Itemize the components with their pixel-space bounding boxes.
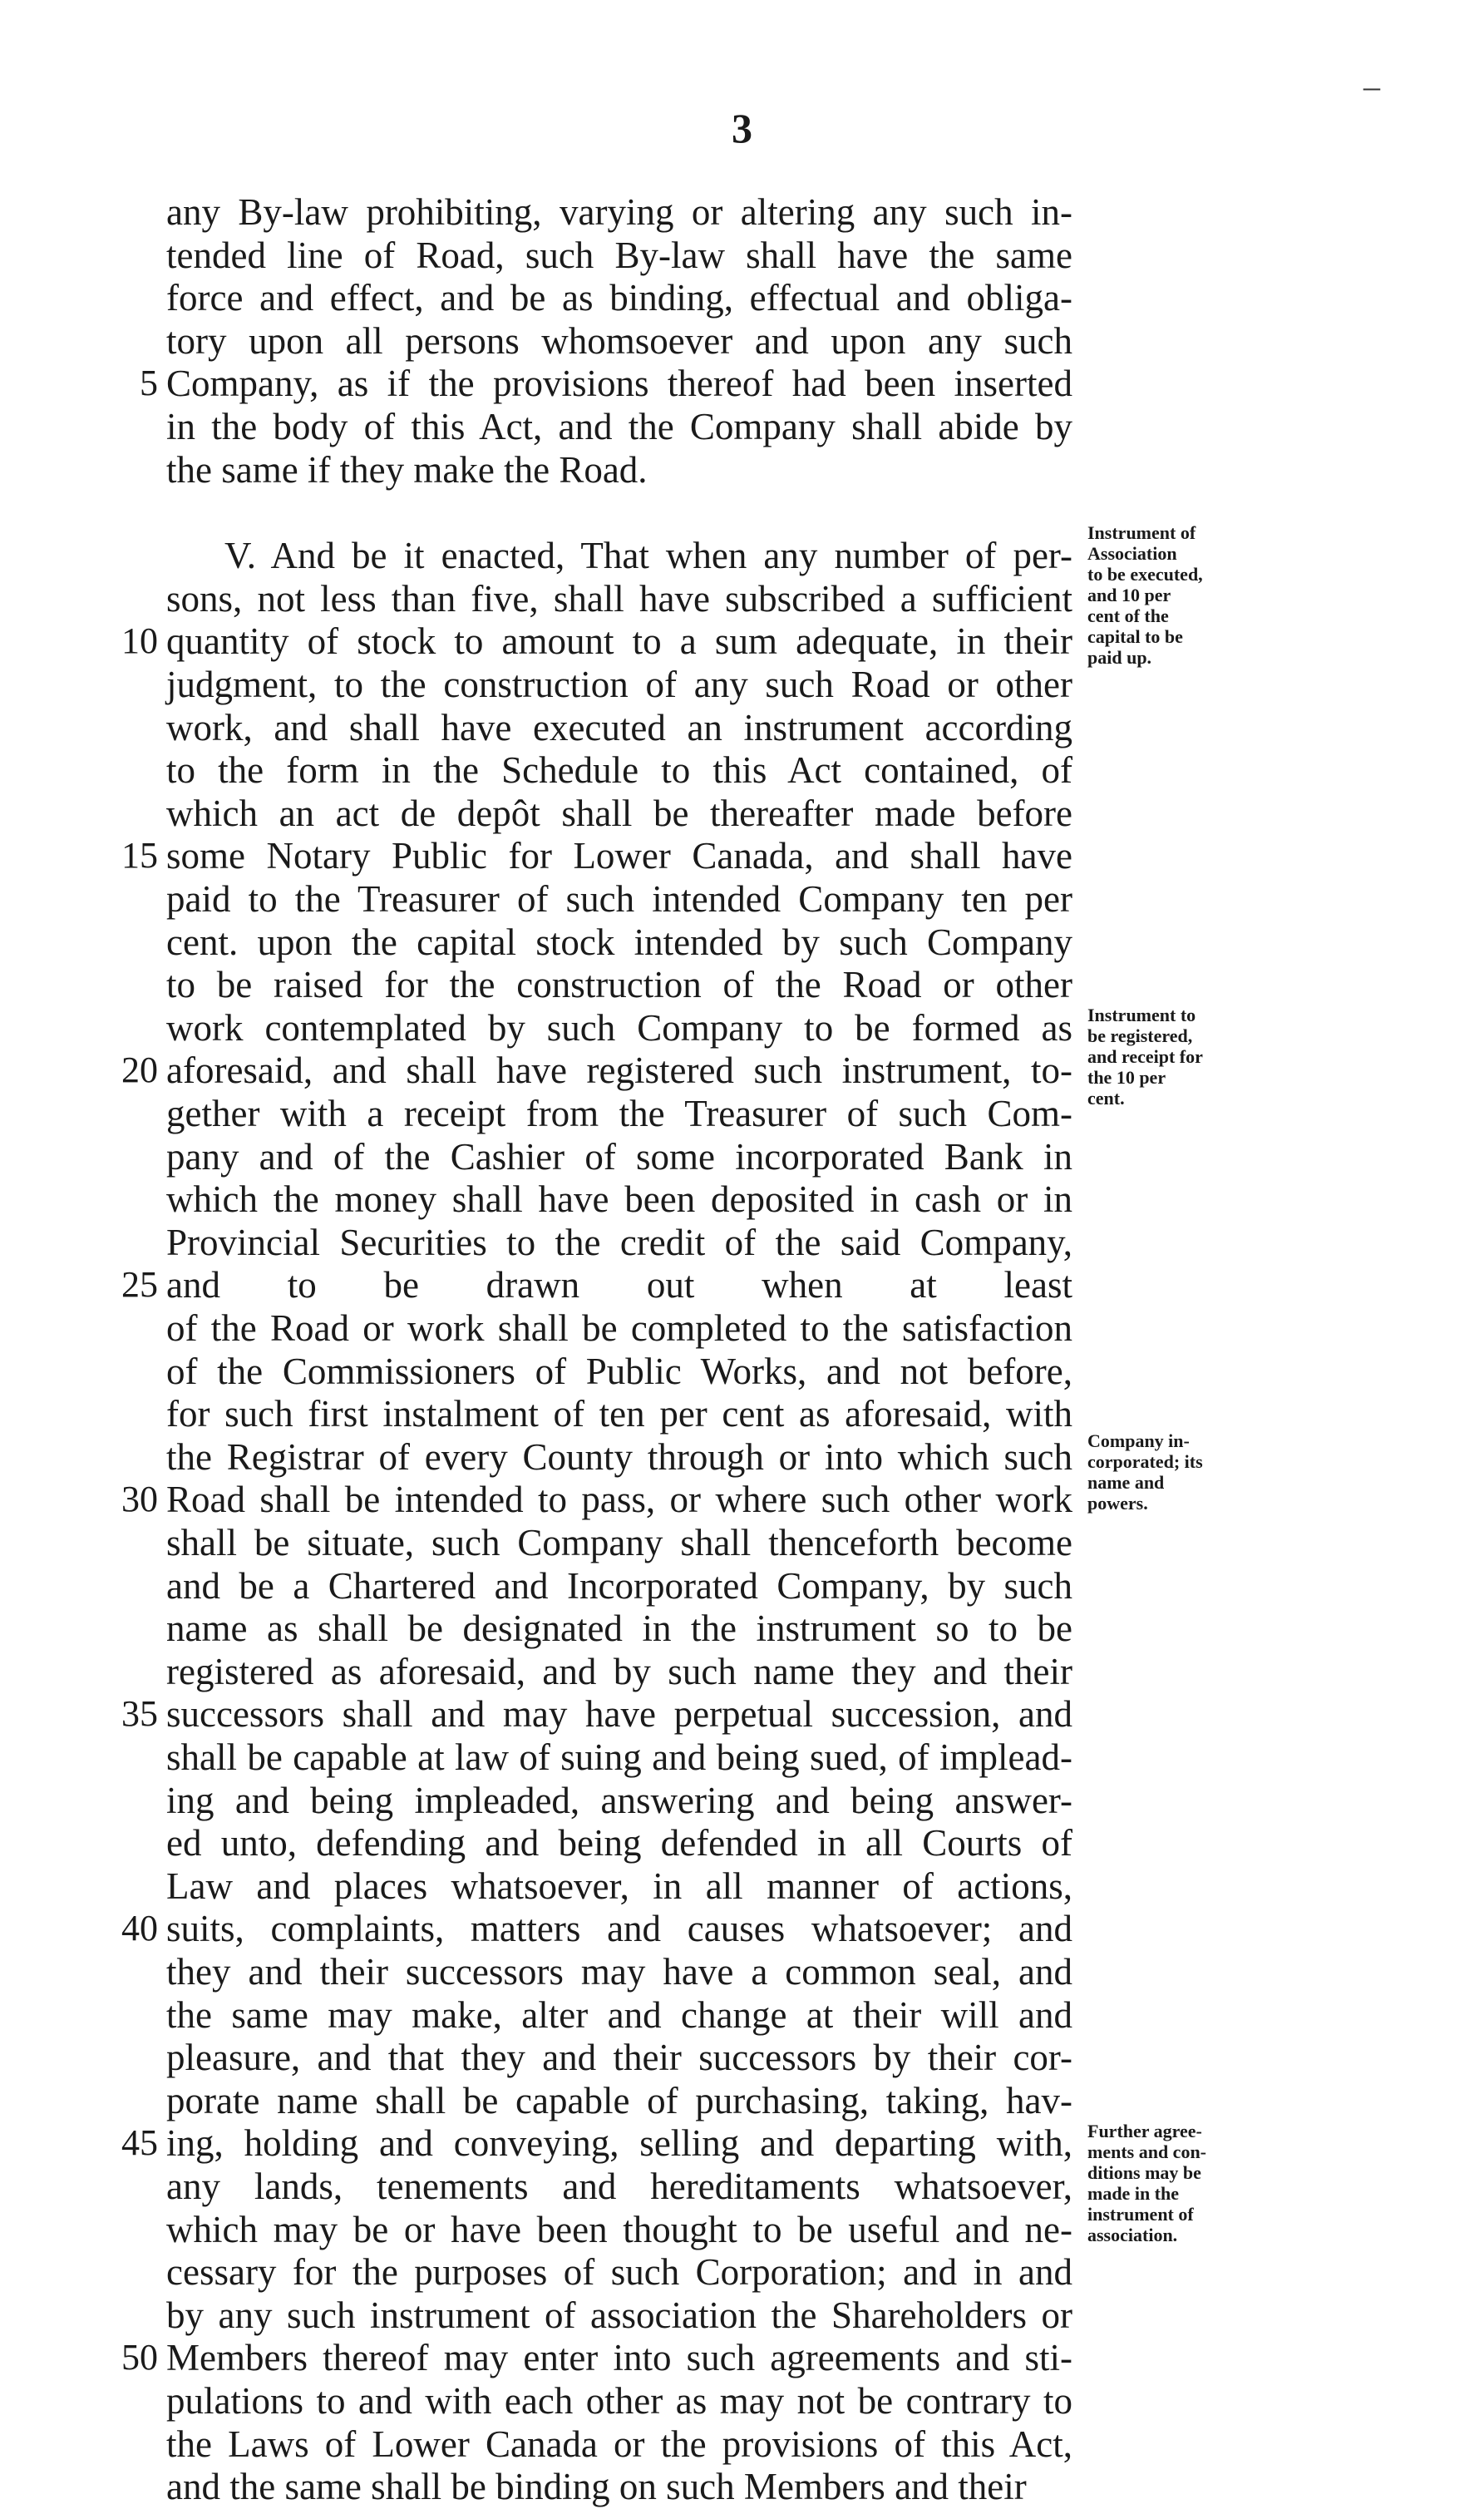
text-line: and be a Chartered and Incorporated Company, by such bbox=[166, 1564, 1072, 1607]
margin-note-line: cent of the bbox=[1087, 605, 1169, 626]
margin-note-line: paid up. bbox=[1087, 647, 1152, 668]
margin-note bbox=[1087, 1005, 1279, 1109]
line-number: 40 bbox=[121, 1908, 158, 1949]
text-line: cessary for the purposes of such Corporation; and in and bbox=[166, 2251, 1072, 2294]
margin-note-line: association. bbox=[1087, 2225, 1178, 2245]
text-line: shall be situate, such Company shall thenceforth become bbox=[166, 1522, 1072, 1563]
line-number: 50 bbox=[121, 2337, 158, 2378]
margin-note-line: cent. bbox=[1087, 1088, 1125, 1109]
text-line: suits, complaints, matters and causes whatsoever; and bbox=[166, 1908, 1072, 1950]
text-line: V. And be it enacted, That when any number of per- bbox=[224, 535, 1072, 577]
text-line: porate name shall be capable of purchasing, taking, hav- bbox=[166, 2079, 1072, 2121]
text-line: Members thereof may enter into such agreements and sti- bbox=[166, 2337, 1072, 2379]
margin-note-line: Instrument to bbox=[1087, 1005, 1196, 1025]
stray-mark: – bbox=[1363, 67, 1380, 105]
text-line: work, and shall have executed an instrument according bbox=[166, 706, 1072, 748]
margin-note-line: ments and con- bbox=[1087, 2141, 1207, 2162]
text-line: which the money shall have been deposited in cash or in bbox=[166, 1178, 1072, 1221]
text-line: ed unto, defending and being defended in all Courts of bbox=[166, 1822, 1072, 1865]
text-line: to the form in the Schedule to this Act contained, of bbox=[166, 749, 1072, 792]
text-line: Road shall be intended to pass, or where such other work bbox=[166, 1479, 1072, 1521]
text-line: of the Road or work shall be completed to the satisfaction bbox=[166, 1307, 1072, 1349]
text-line: any lands, tenements and hereditaments whatsoever, bbox=[166, 2166, 1072, 2207]
margin-note-line: powers. bbox=[1087, 1493, 1148, 1514]
margin-note-line: Association bbox=[1087, 543, 1177, 564]
text-line: work contemplated by such Company to be formed as bbox=[166, 1006, 1072, 1049]
margin-note bbox=[1087, 1430, 1279, 1514]
margin-note-line: and receipt for bbox=[1087, 1046, 1203, 1067]
margin-note-line: corporated; its bbox=[1087, 1451, 1203, 1472]
text-line: which may be or have been thought to be useful and ne- bbox=[166, 2208, 1072, 2250]
text-line: to be raised for the construction of the Road or other bbox=[166, 964, 1072, 1006]
margin-note bbox=[1087, 522, 1279, 668]
text-line: name as shall be designated in the instrument so to be bbox=[166, 1608, 1072, 1650]
text-line: some Notary Public for Lower Canada, and shall have bbox=[166, 835, 1072, 877]
text-line: pany and of the Cashier of some incorporated Bank in bbox=[166, 1135, 1072, 1178]
text-line: Provincial Securities to the credit of the said Company, bbox=[166, 1221, 1072, 1263]
line-number: 45 bbox=[121, 2122, 158, 2164]
margin-note-line: be registered, bbox=[1087, 1025, 1193, 1046]
text-line: ing and being impleaded, answering and being answer- bbox=[166, 1779, 1072, 1821]
margin-note-line: and 10 per bbox=[1087, 585, 1171, 605]
text-line: judgment, to the construction of any such Road or other bbox=[166, 664, 1072, 705]
text-line: force and effect, and be as binding, effectual and obliga- bbox=[166, 277, 1072, 319]
margin-note-line: made in the bbox=[1087, 2183, 1179, 2204]
text-line: for such first instalment of ten per cent as aforesaid, with bbox=[166, 1393, 1072, 1435]
text-line: the Laws of Lower Canada or the provisions of this Act, bbox=[166, 2423, 1072, 2465]
margin-note-line: the 10 per bbox=[1087, 1067, 1166, 1088]
text-line: which an act de depôt shall be thereafter made before bbox=[166, 792, 1072, 834]
text-line: in the body of this Act, and the Company shall abide by bbox=[166, 406, 1072, 447]
margin-note-line: Company in- bbox=[1087, 1430, 1190, 1451]
text-line: Company, as if the provisions thereof had been inserted bbox=[166, 363, 1072, 405]
margin-note-line: ditions may be bbox=[1087, 2162, 1201, 2183]
text-line: the same may make, alter and change at their will and bbox=[166, 1993, 1072, 2036]
text-line: any By-law prohibiting, varying or altering any such in- bbox=[166, 191, 1072, 233]
text-line: by any such instrument of association the Shareholders or bbox=[166, 2294, 1072, 2336]
text-line: registered as aforesaid, and by such name they and their bbox=[166, 1650, 1072, 1692]
text-line: and the same shall be binding on such Members and their bbox=[166, 2466, 1027, 2508]
margin-note bbox=[1087, 2121, 1279, 2245]
line-number: 30 bbox=[121, 1479, 158, 1520]
text-line: of the Commissioners of Public Works, and not before, bbox=[166, 1350, 1072, 1392]
line-number: 25 bbox=[121, 1264, 158, 1306]
text-line: pleasure, and that they and their successors by their cor- bbox=[166, 2037, 1072, 2079]
text-line: and to be drawn out when at least bbox=[166, 1264, 1072, 1306]
text-line: sons, not less than five, shall have subscribed a sufficient bbox=[166, 577, 1072, 620]
text-line: quantity of stock to amount to a sum adequate, in their bbox=[166, 620, 1072, 663]
margin-note-line: Further agree- bbox=[1087, 2121, 1202, 2141]
text-line: cent. upon the capital stock intended by such Company bbox=[166, 921, 1072, 963]
line-number: 20 bbox=[121, 1050, 158, 1091]
line-number: 5 bbox=[140, 363, 158, 404]
margin-note-line: capital to be bbox=[1087, 626, 1183, 647]
text-line: Law and places whatsoever, in all manner of actions, bbox=[166, 1865, 1072, 1907]
page-number: 3 bbox=[732, 105, 752, 151]
text-line: they and their successors may have a common seal, and bbox=[166, 1951, 1072, 1993]
text-line: successors shall and may have perpetual succession, and bbox=[166, 1693, 1072, 1736]
margin-note-line: name and bbox=[1087, 1472, 1165, 1493]
text-line: tory upon all persons whomsoever and upon any such bbox=[166, 319, 1072, 362]
margin-note-line: Instrument of bbox=[1087, 522, 1196, 543]
line-number: 35 bbox=[121, 1693, 158, 1735]
text-line: gether with a receipt from the Treasurer of such Com- bbox=[166, 1093, 1072, 1134]
text-line: aforesaid, and shall have registered such instrument, to- bbox=[166, 1050, 1072, 1092]
margin-note-line: instrument of bbox=[1087, 2204, 1194, 2225]
text-line: paid to the Treasurer of such intended Company ten per bbox=[166, 878, 1072, 920]
line-number: 10 bbox=[121, 620, 158, 662]
text-line: the Registrar of every County through or into which such bbox=[166, 1435, 1072, 1478]
text-line: tended line of Road, such By-law shall have the same bbox=[166, 234, 1072, 276]
text-line: pulations to and with each other as may not be contrary to bbox=[166, 2380, 1072, 2422]
text-line: the same if they make the Road. bbox=[166, 448, 648, 491]
line-number: 15 bbox=[121, 835, 158, 877]
margin-note-line: to be executed, bbox=[1087, 564, 1203, 585]
text-line: ing, holding and conveying, selling and departing with, bbox=[166, 2122, 1072, 2165]
text-line: shall be capable at law of suing and being sued, of implead- bbox=[166, 1736, 1072, 1778]
